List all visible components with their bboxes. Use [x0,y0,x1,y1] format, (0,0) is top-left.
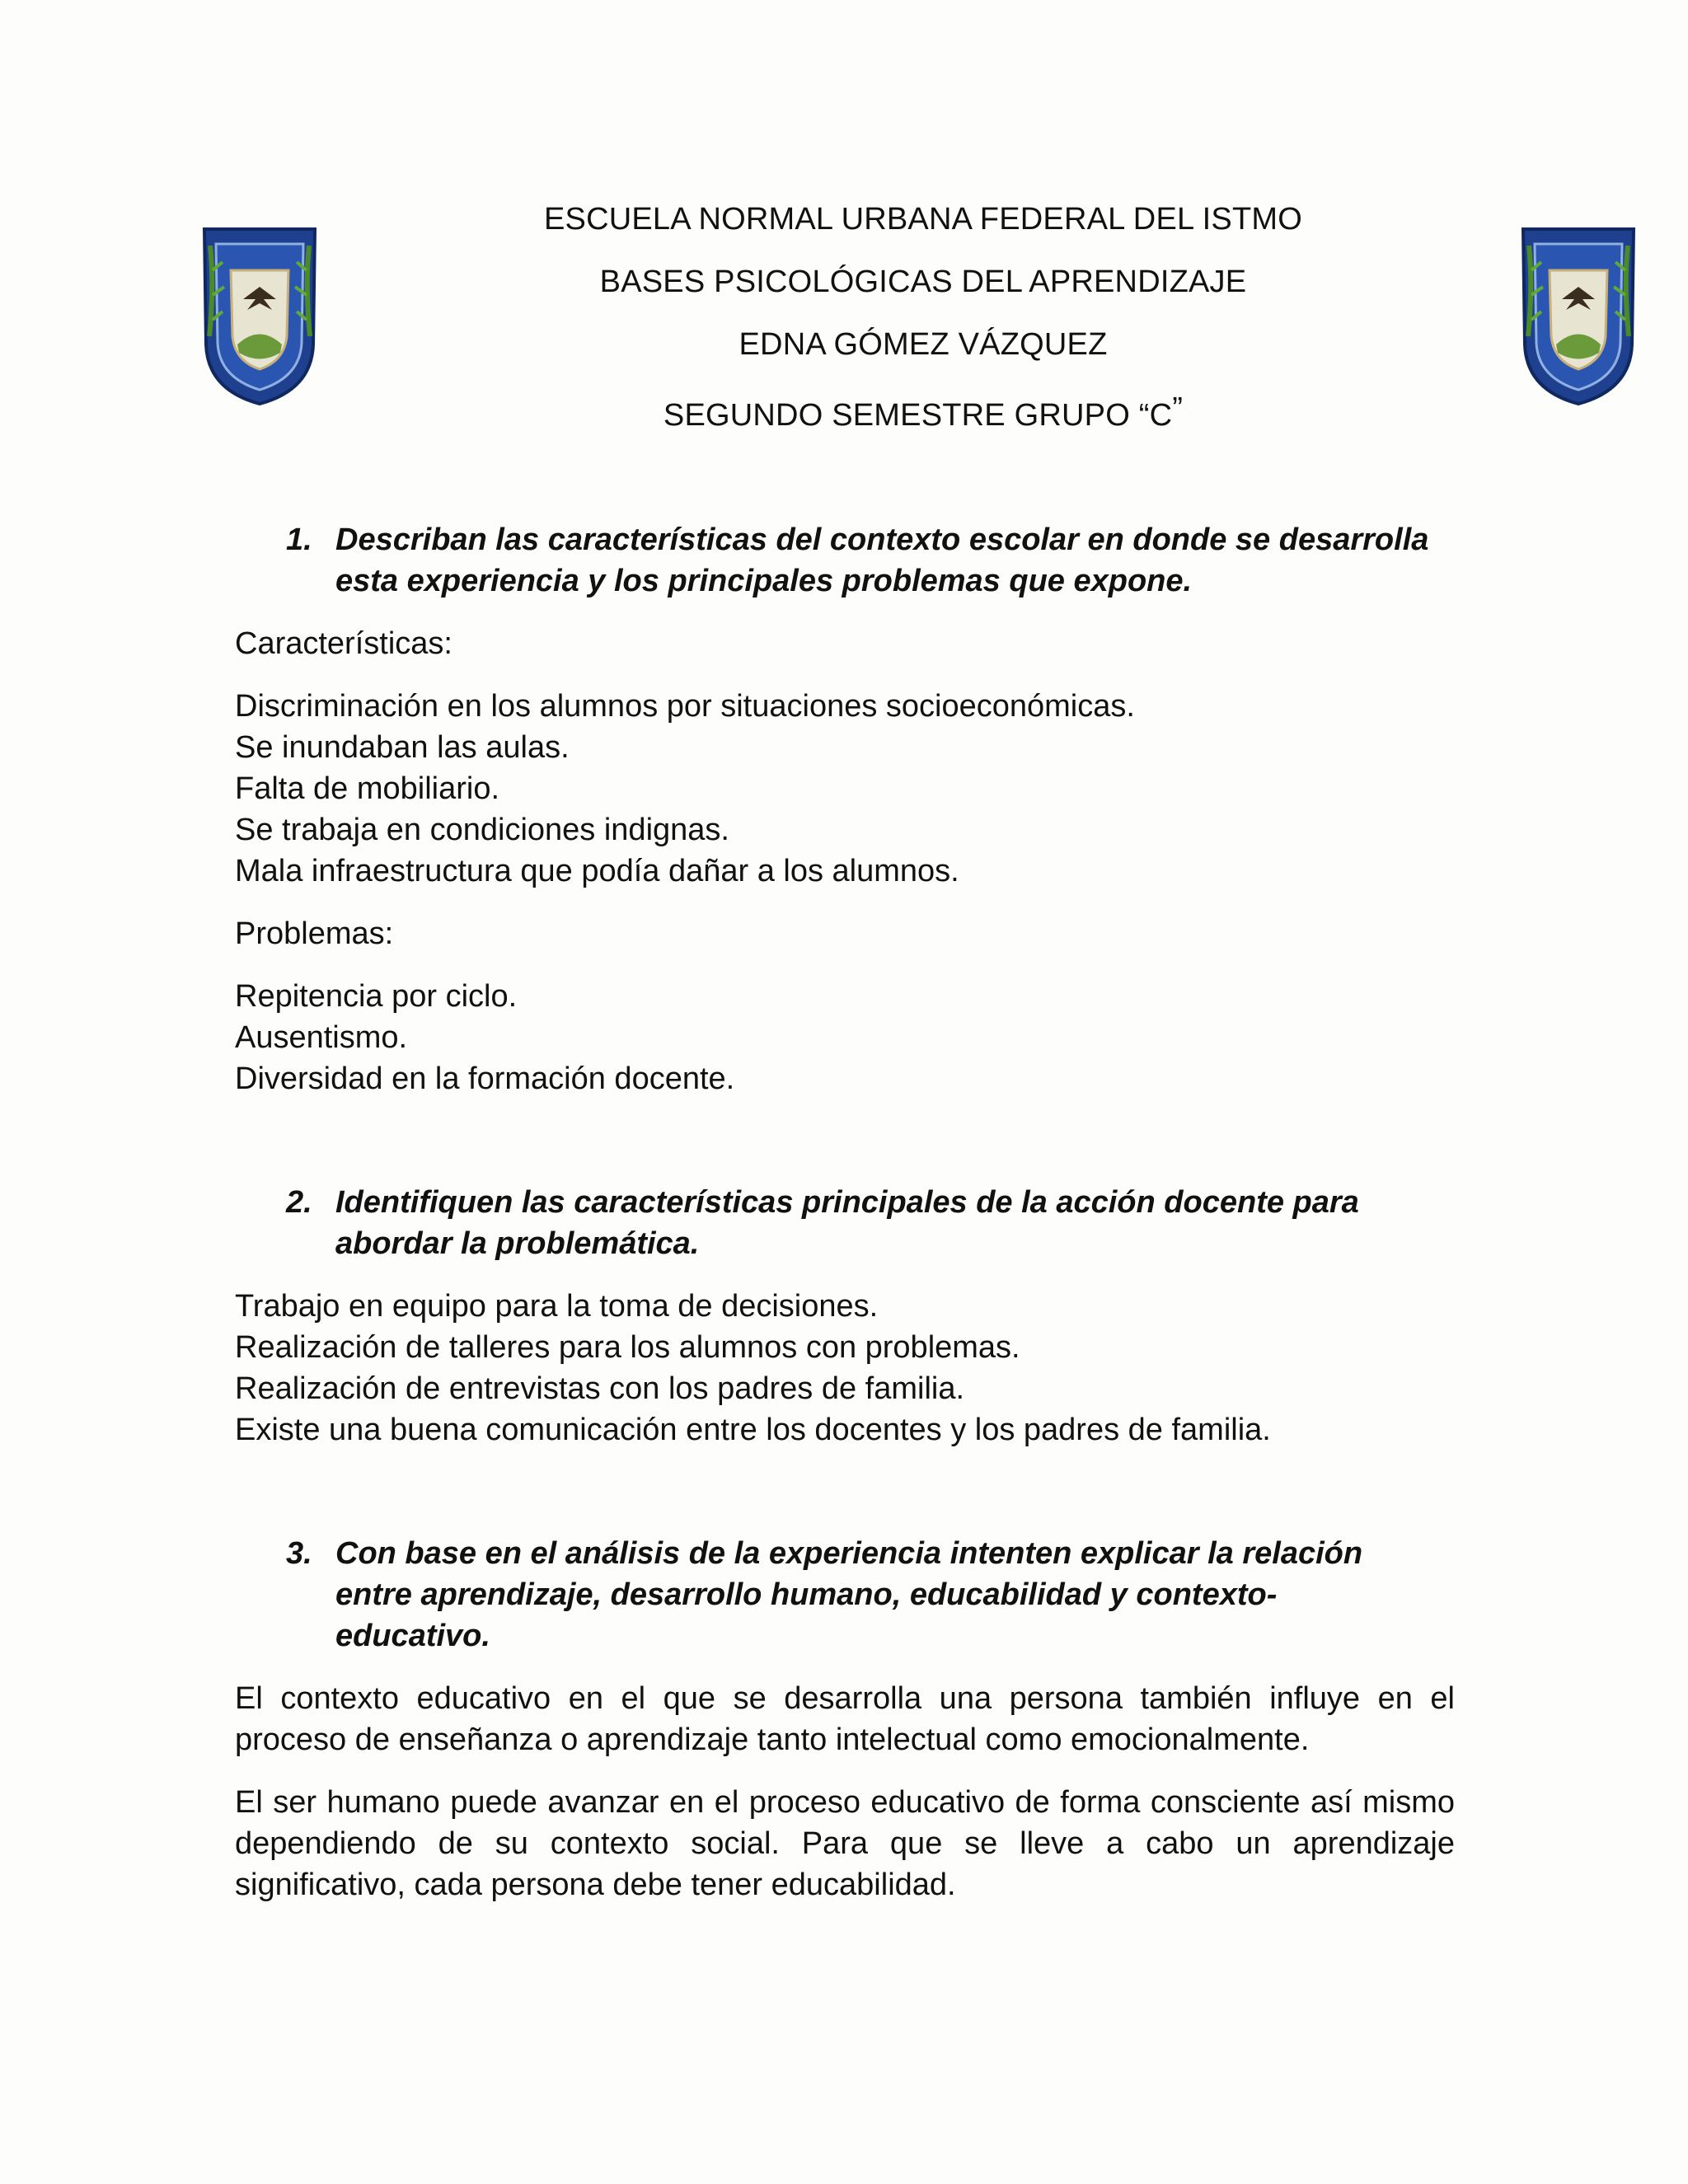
list-item: Discriminación en los alumnos por situaciones socioeconómicas. [235,689,1135,724]
question-text: Describan las características del contexto escolar en donde se desarrolla esta experiencia y los principales problemas que expone. [335,523,1429,598]
problems-list [235,976,1455,1099]
document-body [235,519,1455,1905]
list-item: Se inundaban las aulas. [235,730,570,765]
school-crest-right-icon [1517,221,1640,410]
document-header [363,188,1484,447]
answer-paragraph-1: El contexto educativo en el que se desarrolla una persona también influye en el proceso de enseñanza o aprendizaje tanto intelectual como emocionalmente. [235,1681,1455,1757]
characteristics-label: Características: [235,626,452,661]
problems-label: Problemas: [235,916,394,951]
school-name: ESCUELA NORMAL URBANA FEDERAL DEL ISTMO [543,202,1303,237]
list-item: Trabajo en equipo para la toma de decisiones. [235,1289,879,1324]
list-item: Repitencia por ciclo. [235,979,518,1014]
semester-group [363,384,1484,447]
list-item: Mala infraestructura que podía dañar a los alumnos. [235,854,959,888]
list-item: Realización de entrevistas con los padres de familia. [235,1371,965,1406]
list-item: Diversidad en la formación docente. [235,1062,735,1096]
question-2 [286,1182,1455,1264]
question-3 [286,1533,1455,1657]
question-number: 3. [286,1536,312,1571]
list-item: Existe una buena comunicación entre los docentes y los padres de familia. [235,1413,1271,1447]
course-name: BASES PSICOLÓGICAS DEL APRENDIZAJE [599,265,1247,299]
question-number: 1. [286,523,312,557]
list-item: Se trabaja en condiciones indignas. [235,813,729,847]
semester-group-quote: ” [1172,391,1184,426]
student-name: EDNA GÓMEZ VÁZQUEZ [738,327,1108,362]
characteristics-list [235,686,1455,892]
semester-group-text: SEGUNDO SEMESTRE GRUPO “C [663,398,1173,433]
list-item: Falta de mobiliario. [235,771,500,806]
question-text: Con base en el análisis de la experiencia intenten explicar la relación entre aprendizaje, desarrollo humano, educabilidad y contexto-educativo. [335,1536,1363,1653]
school-crest-left-icon [198,221,321,410]
list-item: Realización de talleres para los alumnos con problemas. [235,1330,1020,1365]
question-number: 2. [286,1185,312,1220]
list-item: Ausentismo. [235,1020,408,1055]
question-text: Identifiquen las características principales de la acción docente para abordar la problemática. [335,1185,1359,1261]
answers-list [235,1286,1455,1451]
question-1 [286,519,1455,602]
answer-paragraph-2: El ser humano puede avanzar en el proceso educativo de forma consciente así mismo dependiendo de su contexto social. Para que se lleve a cabo un aprendizaje significativo, cada persona debe tener educabilidad. [235,1785,1455,1902]
